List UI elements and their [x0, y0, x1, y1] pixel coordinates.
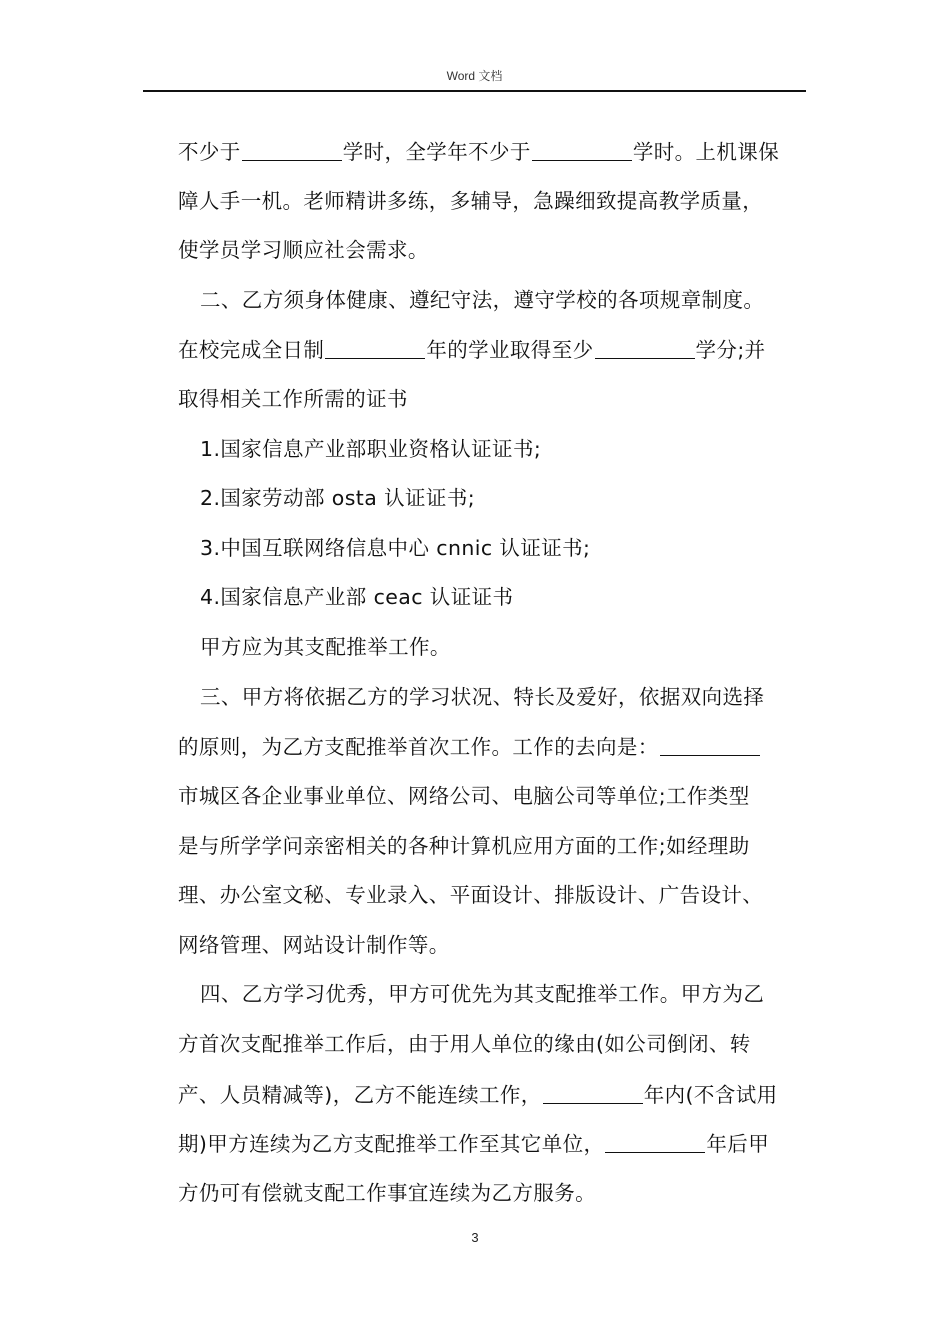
fill-in-blank: [595, 336, 695, 359]
text-line: 障人手一机。老师精讲多练，多辅导，急躁细致提高教学质量，: [178, 189, 764, 213]
fill-in-blank: [532, 138, 632, 161]
page-header: [143, 62, 806, 92]
text-line: 方首次支配推举工作后，由于用人单位的缘由(如公司倒闭、转: [178, 1032, 751, 1056]
text-segment: 学分;并: [695, 338, 766, 362]
text-line: [178, 1079, 818, 1110]
text-segment: 年内(不含试用: [643, 1083, 778, 1107]
text-line: [178, 334, 818, 365]
fill-in-blank: [242, 138, 342, 161]
text-segment: 学时，全学年不少于: [342, 140, 531, 164]
list-item: 2.国家劳动部 osta 认证证书;: [200, 486, 476, 510]
text-segment: 产、人员精减等)，乙方不能连续工作，: [178, 1083, 542, 1107]
text-line: 甲方应为其支配推举工作。: [200, 635, 451, 659]
fill-in-blank: [605, 1130, 705, 1153]
text-line: 取得相关工作所需的证书: [178, 387, 408, 411]
text-segment: 年后甲: [706, 1132, 770, 1156]
fill-in-blank: [543, 1081, 643, 1104]
text-line: 是与所学学问亲密相关的各种计算机应用方面的工作;如经理助: [178, 834, 750, 858]
section-3-heading: 三、甲方将依据乙方的学习状况、特长及爱好，依据双向选择: [200, 685, 765, 709]
section-2-heading: 二、乙方须身体健康、遵纪守法，遵守学校的各项规章制度。: [200, 288, 765, 312]
text-segment: 在校完成全日制: [178, 338, 325, 362]
header-title: Word 文档: [446, 69, 503, 83]
text-line: 方仍可有偿就支配工作事宜连续为乙方服务。: [178, 1181, 596, 1205]
text-line: [178, 1128, 818, 1159]
text-segment: 期)甲方连续为乙方支配推举工作至其它单位，: [178, 1132, 605, 1156]
text-line: [178, 731, 818, 762]
fill-in-blank: [325, 336, 425, 359]
text-segment: 学时。上机课保: [632, 140, 780, 164]
list-item: 3.中国互联网络信息中心 cnnic 认证证书;: [200, 536, 591, 560]
text-line: 网络管理、网站设计制作等。: [178, 933, 450, 957]
list-item: 1.国家信息产业部职业资格认证证书;: [200, 437, 542, 461]
text-segment: 不少于: [178, 140, 241, 164]
text-segment: 的原则，为乙方支配推举首次工作。工作的去向是：: [178, 735, 659, 759]
text-line: 市城区各企业事业单位、网络公司、电脑公司等单位;工作类型: [178, 784, 750, 808]
text-segment: 年的学业取得至少: [426, 338, 594, 362]
text-line: 理、办公室文秘、专业录入、平面设计、排版设计、广告设计、: [178, 883, 764, 907]
text-line: 使学员学习顺应社会需求。: [178, 238, 429, 262]
text-line: [178, 136, 818, 167]
section-4-heading: 四、乙方学习优秀，甲方可优先为其支配推举工作。甲方为乙: [200, 982, 765, 1006]
list-item: 4.国家信息产业部 ceac 认证证书: [200, 585, 514, 609]
fill-in-blank: [660, 733, 760, 756]
page-number: 3: [471, 1230, 479, 1245]
